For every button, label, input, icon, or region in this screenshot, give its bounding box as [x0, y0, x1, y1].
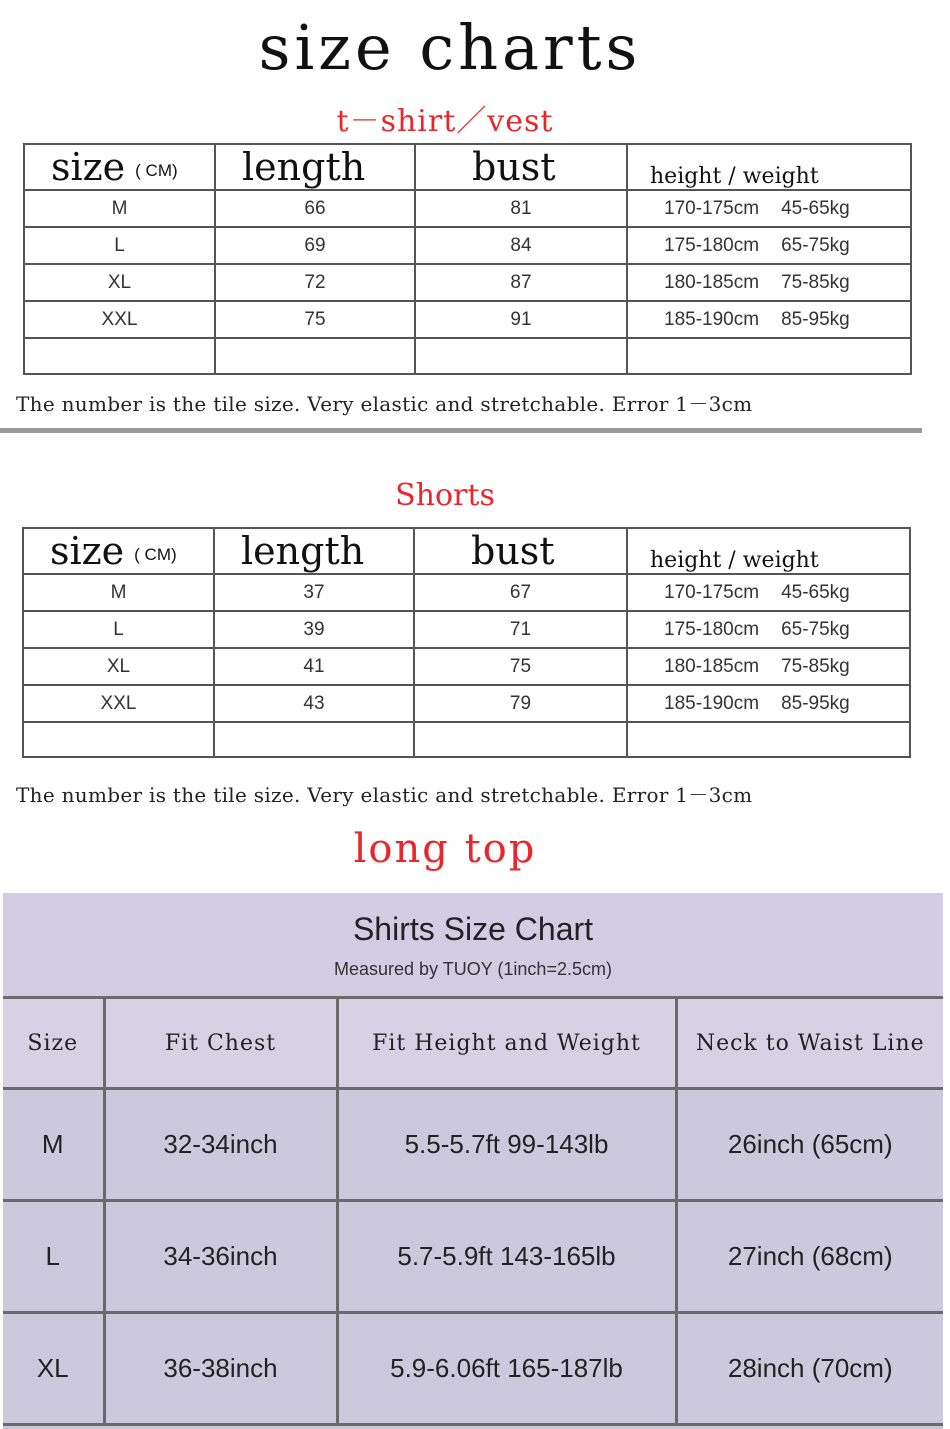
size-cell: L — [23, 611, 214, 648]
length-cell: 69 — [215, 227, 415, 264]
longtop-size-table — [3, 996, 943, 1426]
shorts-size-table — [22, 527, 911, 758]
length-cell: 75 — [215, 301, 415, 338]
chest-cell: 34-36inch — [104, 1201, 337, 1313]
table-row — [23, 574, 910, 611]
table-row — [24, 227, 911, 264]
neck-to-waist-header: Neck to Waist Line — [676, 998, 943, 1089]
height-weight-cell: 185-190cm 85-95kg — [627, 301, 911, 338]
bust-header: bust — [415, 144, 627, 190]
size-cell: M — [3, 1089, 104, 1201]
size-cell: XL — [23, 648, 214, 685]
height-weight-cell: 180-185cm 75-85kg — [627, 648, 910, 685]
table-header-row — [24, 144, 911, 190]
height-weight-cell: 175-180cm 65-75kg — [627, 227, 911, 264]
length-cell: 43 — [214, 685, 414, 722]
bust-cell: 84 — [415, 227, 627, 264]
page-title: size charts — [258, 11, 642, 84]
size-cell: L — [24, 227, 215, 264]
size-cell: XL — [3, 1313, 104, 1425]
tshirt-size-note: The number is the tile size. Very elastic and stretchable. Error 1－3cm — [16, 392, 753, 416]
fit-chest-header: Fit Chest — [104, 998, 337, 1089]
chest-cell: 36-38inch — [104, 1313, 337, 1425]
empty-row — [23, 722, 910, 757]
chart-subtitle: Measured by TUOY (1inch=2.5cm) — [334, 959, 612, 979]
longtop-chart-header — [3, 893, 943, 999]
size-header: size ( CM) — [24, 144, 215, 190]
table-row — [23, 611, 910, 648]
height-weight-cell: 185-190cm 85-95kg — [627, 685, 910, 722]
length-header: length — [214, 528, 414, 574]
neck-cell: 27inch (68cm) — [676, 1201, 943, 1313]
chest-cell: 32-34inch — [104, 1089, 337, 1201]
size-cell: XXL — [24, 301, 215, 338]
table-row — [24, 301, 911, 338]
bust-cell: 91 — [415, 301, 627, 338]
shorts-size-note: The number is the tile size. Very elastic and stretchable. Error 1－3cm — [16, 783, 753, 807]
table-row — [3, 1201, 943, 1313]
height-weight-cell: 5.7-5.9ft 143-165lb — [337, 1201, 676, 1313]
length-cell: 37 — [214, 574, 414, 611]
bust-header: bust — [414, 528, 627, 574]
shorts-section-title: Shorts — [395, 478, 495, 513]
table-row — [23, 648, 910, 685]
empty-row — [24, 338, 911, 374]
bust-cell: 79 — [414, 685, 627, 722]
bust-cell: 87 — [415, 264, 627, 301]
tshirt-size-table — [23, 143, 912, 375]
tshirt-section-title: t－shirt／vest — [336, 104, 554, 139]
table-row — [24, 264, 911, 301]
fit-height-weight-header: Fit Height and Weight — [337, 998, 676, 1089]
table-row — [24, 190, 911, 227]
table-header-row — [3, 998, 943, 1089]
table-row — [3, 1313, 943, 1425]
size-header: size ( CM) — [23, 528, 214, 574]
length-cell: 66 — [215, 190, 415, 227]
length-cell: 39 — [214, 611, 414, 648]
length-cell: 41 — [214, 648, 414, 685]
section-divider — [0, 428, 922, 433]
table-row — [3, 1089, 943, 1201]
height-weight-cell: 5.9-6.06ft 165-187lb — [337, 1313, 676, 1425]
bust-cell: 71 — [414, 611, 627, 648]
height-weight-header: height / weight — [627, 528, 910, 574]
size-header: Size — [3, 998, 104, 1089]
table-row — [23, 685, 910, 722]
size-cell: M — [24, 190, 215, 227]
unit-label: ( CM) — [135, 160, 178, 180]
height-weight-header: height / weight — [627, 144, 911, 190]
neck-cell: 26inch (65cm) — [676, 1089, 943, 1201]
height-weight-cell: 170-175cm 45-65kg — [627, 190, 911, 227]
height-weight-cell: 180-185cm 75-85kg — [627, 264, 911, 301]
size-cell: XL — [24, 264, 215, 301]
length-header: length — [215, 144, 415, 190]
size-cell: M — [23, 574, 214, 611]
length-cell: 72 — [215, 264, 415, 301]
bust-cell: 75 — [414, 648, 627, 685]
neck-cell: 28inch (70cm) — [676, 1313, 943, 1425]
unit-label: ( CM) — [134, 544, 177, 564]
size-cell: XXL — [23, 685, 214, 722]
table-header-row — [23, 528, 910, 574]
bust-cell: 67 — [414, 574, 627, 611]
height-weight-cell: 5.5-5.7ft 99-143lb — [337, 1089, 676, 1201]
size-cell: L — [3, 1201, 104, 1313]
height-weight-cell: 175-180cm 65-75kg — [627, 611, 910, 648]
bust-cell: 81 — [415, 190, 627, 227]
chart-title: Shirts Size Chart — [352, 911, 594, 947]
height-weight-cell: 170-175cm 45-65kg — [627, 574, 910, 611]
longtop-section-title: long top — [353, 826, 537, 872]
